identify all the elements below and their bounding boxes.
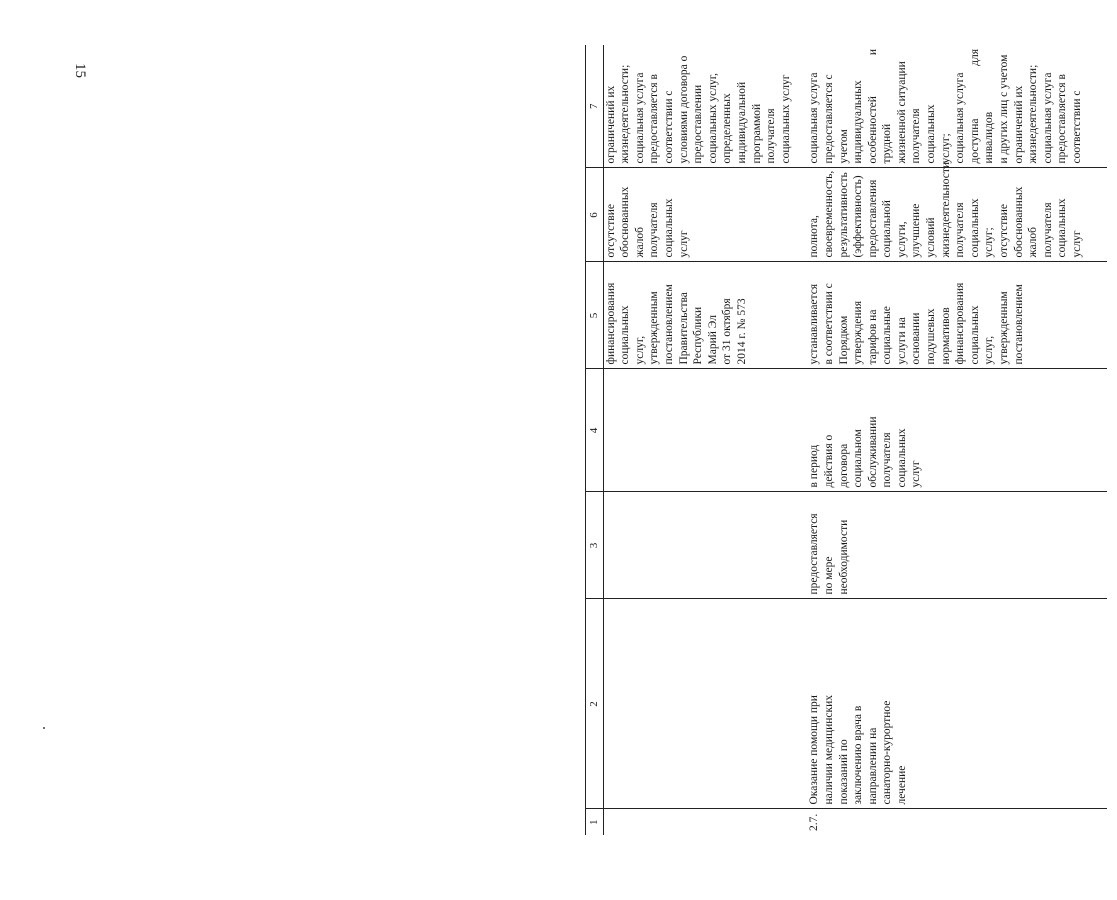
table-row	[603, 45, 793, 835]
column-number-row	[586, 45, 604, 835]
cell-number: 2.7.	[808, 813, 821, 831]
column-number: 5	[586, 262, 604, 369]
column-number: 3	[586, 492, 604, 599]
column-number: 6	[586, 168, 604, 262]
column-number: 7	[586, 45, 604, 168]
cell-period	[603, 369, 793, 492]
table-row	[793, 45, 1107, 835]
column-number: 1	[586, 809, 604, 835]
column-number: 2	[586, 599, 604, 809]
cell-conditions: социальная услуга предоставляется с учетом индивидуальных особенностей и трудной жизненной ситуации получателя социальных услуг; социальная услуга доступна для инвалидов и других лиц с учетом ограничений их жизнедеятельности; социальная услуга предоставляется в соответствии с	[793, 45, 1107, 168]
column-number: 4	[586, 369, 604, 492]
scan-speck	[43, 727, 45, 729]
cell-period: в период действия о договора социальном обслуживании получателя социальных услуг	[793, 369, 1107, 492]
page-number: 15	[72, 63, 88, 78]
cell-number	[603, 809, 793, 835]
rotated-table-container	[585, 45, 1117, 835]
cell-service-name	[603, 599, 793, 809]
cell-quality: полнота, своевременность, результативность (эффективность) предоставления социальной услуги, улучшение условий жизнедеятельности получателя социальных услуг; отсутствие обоснованных жалоб получателя социальных услуг	[793, 168, 1107, 262]
cell-conditions: ограничений их жизнедеятельности; социальная услуга предоставляется в соответствии с условиями договора о предоставлении социальных услуг, определенных индивидуальной программой получателя социальных услуг	[603, 45, 793, 168]
cell-tariff: устанавливается в соответствии с Порядком утверждения тарифов на социальные услуги на основании подушевых нормативов финансирования социальных услуг, утвержденным постановлением	[793, 262, 1107, 369]
cell-quality: отсутствие обоснованных жалоб получателя социальных услуг	[603, 168, 793, 262]
cell-service-name: Оказание помощи при наличии медицинских показаний по заключению врача в направлении на санаторно-курортное лечение	[793, 599, 1107, 809]
cell-tariff: финансирования социальных услуг, утвержденным постановлением Правительства Республики Марий Эл от 31 октября 2014 г. № 573	[603, 262, 793, 369]
cell-frequency	[603, 492, 793, 599]
cell-frequency: предоставляется по мере необходимости	[793, 492, 1107, 599]
services-table	[585, 45, 1107, 835]
